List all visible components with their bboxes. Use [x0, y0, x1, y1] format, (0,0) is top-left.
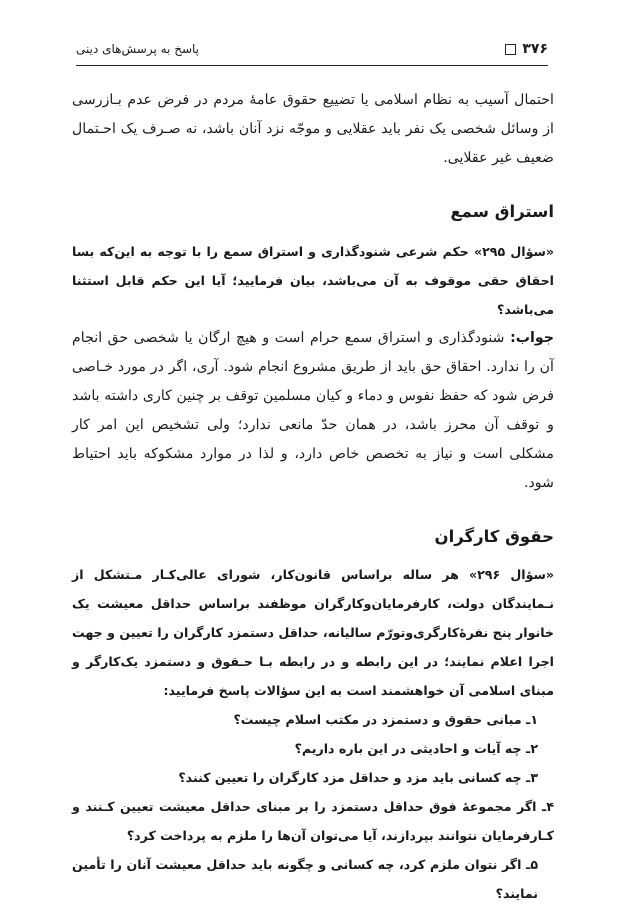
question-item: ۲ـ چه آیات و احادیثی در این باره داریم؟	[294, 741, 538, 756]
section-heading-workers-rights: حقوق کارگران	[434, 527, 554, 546]
answer-295	[72, 324, 554, 498]
page-header	[76, 38, 548, 66]
answer-label: جواب:	[510, 330, 554, 346]
page-body	[72, 86, 554, 908]
section-heading-eavesdropping: استراق سمع	[450, 202, 554, 221]
square-icon	[505, 44, 516, 55]
question-item: ۱ـ مبانی حقوق و دستمزد در مکتب اسلام چیست؟	[233, 712, 538, 727]
answer-text: شنودگذاری و استراق سمع حرام است و هیچ ارگان یا شخصی حق انجام آن را ندارد. احقاق حق باید از طریق مشروع انجام شود. آری، اگر در مورد خـاصی فرض شود که حفظ نفوس و دماء و کیان مسلمین توقف بر چنین کاری داشته باشد و توقف آن محرز باشد، در همان حدّ مانعی ندارد؛ ولی تشخیص این امر کار مشکلی است و نیاز به تخصص خاص دارد، و لذا در موارد مشکوکه باید احتیاط شود.	[72, 330, 554, 491]
intro-paragraph: احتمال آسیب به نظام اسلامی یا تضییع حقوق عامهٔ مردم در فرض عدم بـازرسی از وسائل شخصی یک نفر باید عقلایی و موجّه نزد آنان باشد، نه صـرف یک احـتمال ضعیف غیر عقلایی.	[72, 92, 554, 166]
question-item: ۵ـ اگر نتوان ملزم کرد، چه کسانی و چگونه باید حداقل معیشت آنان را تأمین نمایند؟	[72, 857, 538, 901]
question-item: ۳ـ چه کسانی باید مزد و حداقل مزد کارگران را تعیین کنند؟	[178, 770, 538, 785]
question-item: ۴ـ اگر مجموعهٔ فوق حداقل دستمزد را بر مبنای حداقل معیشت تعیین کـنند و کـارفرمایان نتوانند بپردازند، آیا می‌توان آن‌ها را ملزم به پرداخت کرد؟	[72, 799, 554, 843]
page-number: ۳۷۶	[522, 41, 548, 57]
running-title: پاسخ به پرسش‌های دینی	[76, 42, 200, 56]
question-296: «سؤال ۲۹۶» هر ساله براساس قانون‌کار، شورای عالی‌کـار مـتشکل از نـمایندگان دولت، کارفرمایان‌و‌کارگران موظفند براساس حداقل معیشت یک خانوار پنج نفرهٔ‌کارگری‌و‌تورّم سالیانه، حداقل دستمزد کارگران را تعیین و جهت اجرا اعلام نمایند؛ در این رابطه و در رابطه بـا حـقوق و دستمزد یک‌کارگر و مبنای اسلامی آن خواهشمند است به این سؤالات پاسخ فرمایید:	[72, 567, 554, 698]
question-295: «سؤال ۲۹۵» حکم شرعی شنودگذاری و استراق سمع را با توجه به این‌که بسا احقاق حقی موقوف به آن می‌باشد، بیان فرمایید؛ آیا این حکم قابل استثنا می‌باشد؟	[72, 244, 554, 317]
page-number-group	[505, 41, 548, 57]
